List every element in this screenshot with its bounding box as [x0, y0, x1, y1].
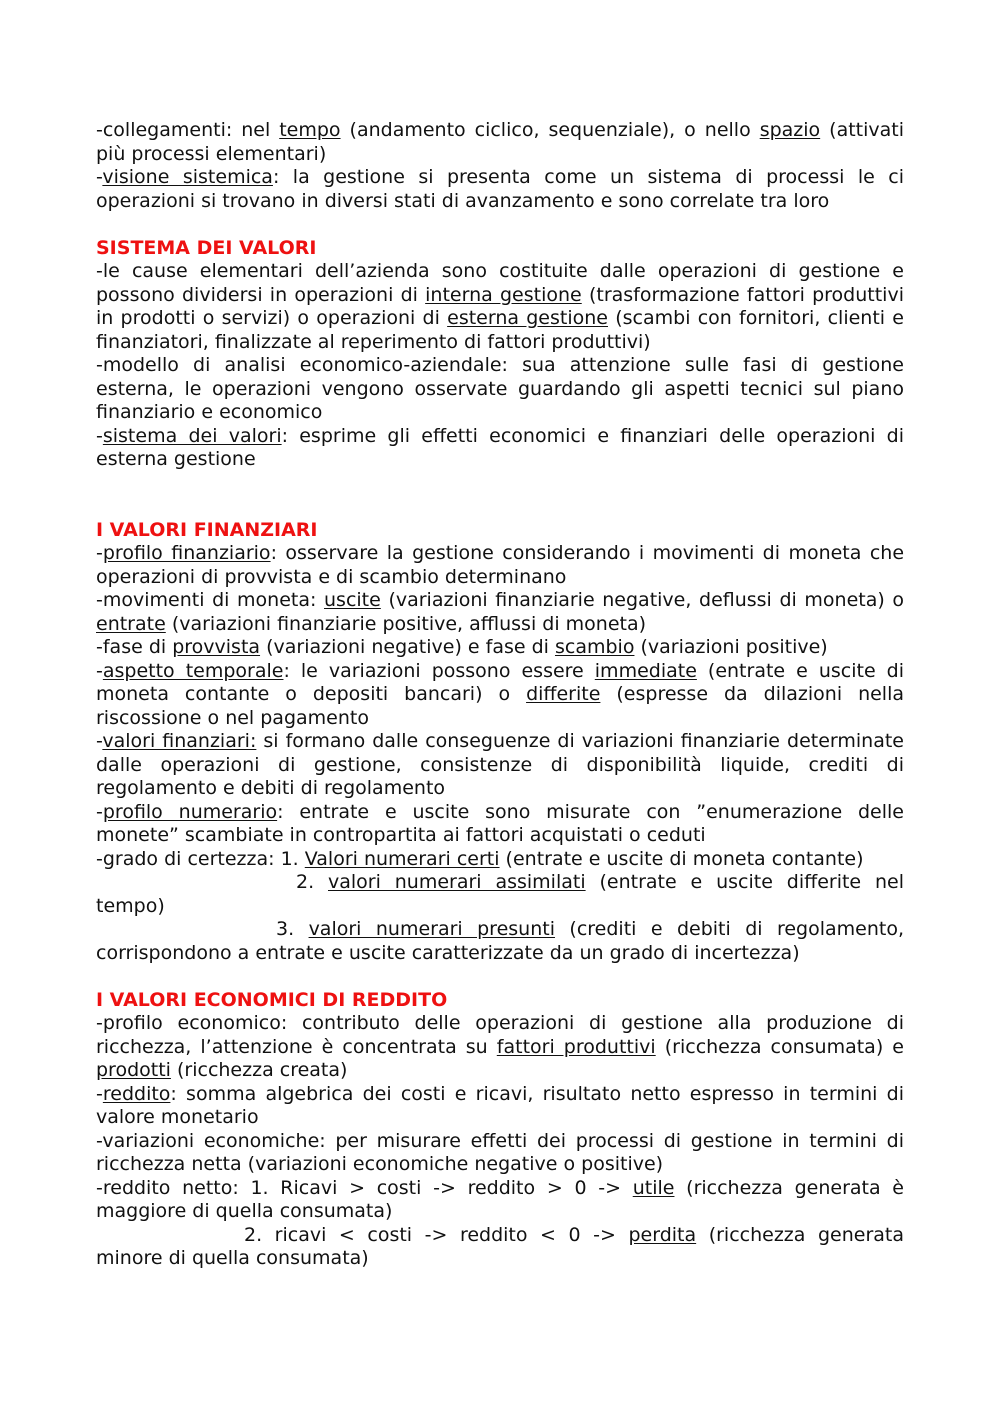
paragraph: -movimenti di moneta: uscite (variazioni finanziarie negative, deflussi di moneta) o entrate (variazioni finanziarie positive, afflussi di moneta): [96, 589, 905, 635]
paragraph: -profilo finanziario: osservare la gestione considerando i movimenti di moneta che operazioni di provvista e di scambio determinano: [96, 542, 905, 588]
paragraph: -profilo numerario: entrate e uscite sono misurate con ”enumerazione delle monete” scambiate in contropartita ai fattori acquistati o ceduti: [96, 800, 904, 846]
section-heading: I VALORI FINANZIARI: [96, 518, 318, 541]
section-heading: I VALORI ECONOMICI DI REDDITO: [96, 988, 448, 1011]
paragraph: -reddito: somma algebrica dei costi e ricavi, risultato netto espresso in termini di valore monetario: [96, 1082, 904, 1128]
paragraph: -sistema dei valori: esprime gli effetti economici e finanziari delle operazioni di esterna gestione: [96, 424, 904, 470]
paragraph: -variazioni economiche: per misurare effetti dei processi di gestione in termini di ricchezza netta (variazioni economiche negative o positive): [96, 1129, 904, 1175]
paragraph: -le cause elementari dell’azienda sono costituite dalle operazioni di gestione e possono dividersi in operazioni di interna gestione (trasformazione fattori produttivi in prodotti o servizi) o operazioni di esterna gestione (scambi con fornitori, clienti e finanziatori, finalizzate al reperimento di fattori produttivi): [96, 260, 904, 353]
paragraph: -valori finanziari: si formano dalle conseguenze di variazioni finanziarie determinate dalle operazioni di gestione, consistenze di disponibilità liquide, crediti di regolamento e debiti di regolamento: [96, 730, 904, 799]
paragraph: 2. ricavi < costi -> reddito < 0 -> perdita (ricchezza generata minore di quella consumata): [96, 1223, 904, 1269]
paragraph: -reddito netto: 1. Ricavi > costi -> reddito > 0 -> utile (ricchezza generata è maggiore di quella consumata): [96, 1176, 904, 1222]
section-heading: SISTEMA DEI VALORI: [96, 236, 317, 259]
paragraph: -profilo economico: contributo delle operazioni di gestione alla produzione di ricchezza, l’attenzione è concentrata su fattori produttivi (ricchezza consumata) e prodotti (ricchezza creata): [96, 1012, 904, 1081]
paragraph: -grado di certezza: 1. Valori numerari certi (entrate e uscite di moneta contante): [96, 847, 864, 870]
paragraph: -fase di provvista (variazioni negative) e fase di scambio (variazioni positive): [96, 636, 828, 658]
paragraph: -aspetto temporale: le variazioni possono essere immediate (entrate e uscite di moneta contante o depositi bancari) o differite (espresse da dilazioni nella riscossione o nel pagamento: [96, 659, 905, 729]
document-body: [96, 119, 904, 1271]
paragraph: -visione sistemica: la gestione si presenta come un sistema di processi le ci operazioni si trovano in diversi stati di avanzamento e sono correlate tra loro: [96, 166, 904, 212]
paragraph: -collegamenti: nel tempo (andamento ciclico, sequenziale), o nello spazio (attivati più processi elementari): [96, 119, 905, 165]
paragraph: 3. valori numerari presunti (crediti e debiti di regolamento, corrispondono a entrate e uscite caratterizzate da un grado di incertezza): [96, 918, 904, 964]
paragraph: 2. valori numerari assimilati (entrate e uscite differite nel tempo): [96, 871, 904, 917]
paragraph: -modello di analisi economico-aziendale: sua attenzione sulle fasi di gestione esterna, le operazioni vengono osservate guardando gli aspetti tecnici sul piano finanziario e economico: [96, 354, 904, 423]
